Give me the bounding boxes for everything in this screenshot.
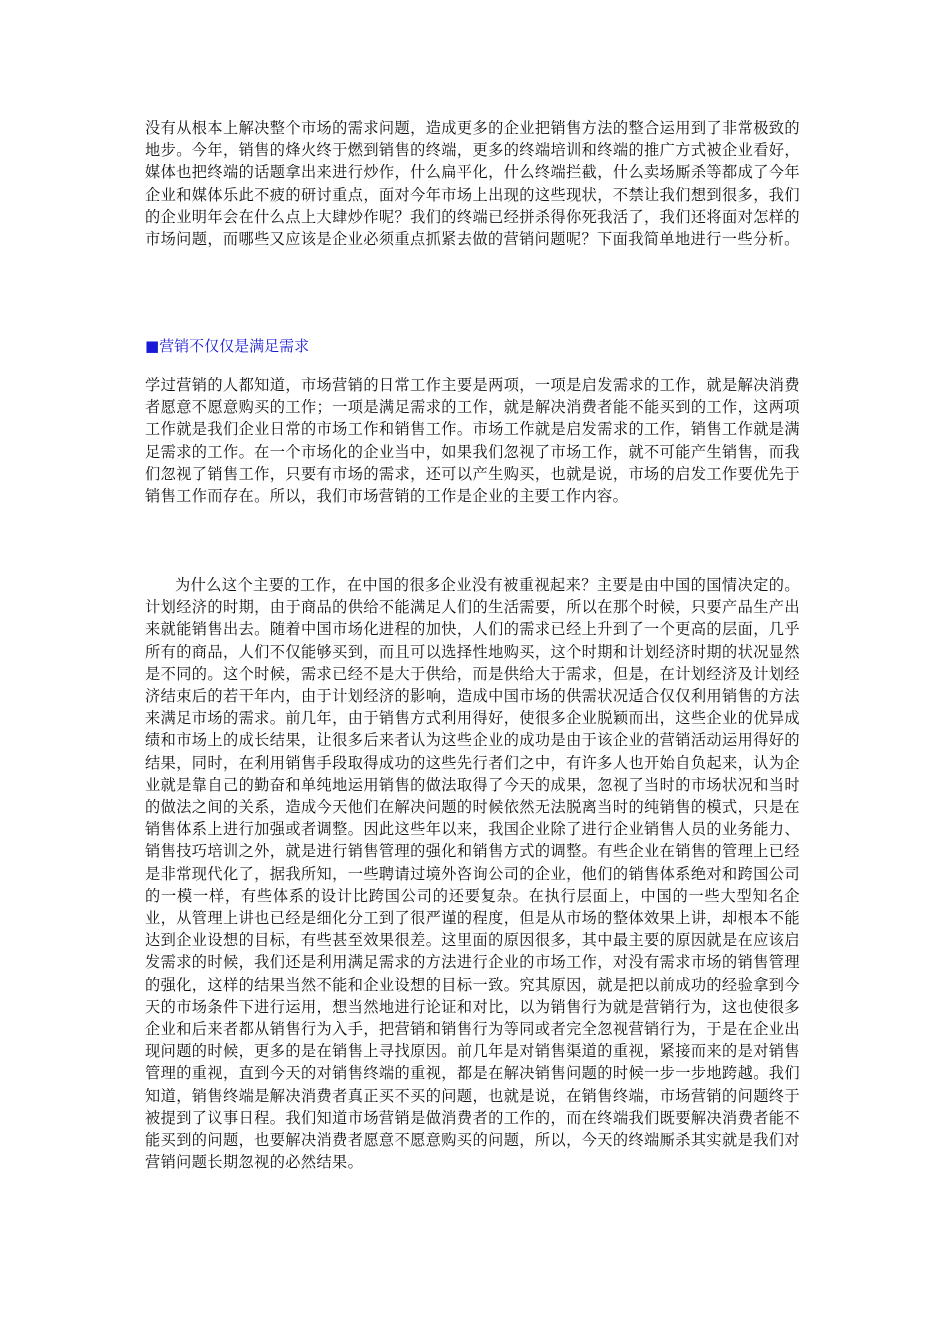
body-paragraph-china-analysis: 为什么这个主要的工作，在中国的很多企业没有被重视起来？主要是由中国的国情决定的。计划经济的时期，由于商品的供给不能满足人们的生活需要，所以在那个时候，只要产品生产出来就能销售出去。随着中国市场化进程的加快，人们的需求已经上升到了一个更高的层面，几乎所有的商品，人们不仅能够买到，而且可以选择性地购买，这个时期和计划经济时期的状况显然是不同的。这个时候，需求已经不是大于供给，而是供给大于需求，但是，在计划经济及计划经济结束后的若干年内，由于计划经济的影响，造成中国市场的供需状况适合仅仅利用销售的方法来满足市场的需求。前几年，由于销售方式利用得好，使很多企业脱颖而出，这些企业的优异成绩和市场上的成长结果，让很多后来者认为这些企业的成功是由于该企业的营销活动运用得好的结果，同时，在利用销售手段取得成功的这些先行者们之中，有许多人也开始自负起来，认为企业就是靠自己的勤奋和单纯地运用销售的做法取得了今天的成果，忽视了当时的市场状况和当时的做法之间的关系，造成今天他们在解决问题的时候依然无法脱离当时的纯销售的模式，只是在销售体系上进行加强或者调整。因此这些年以来，我国企业除了进行企业销售人员的业务能力、销售技巧培训之外，就是进行销售管理的强化和销售方式的调整。有些企业在销售的管理上已经是非常现代化了，据我所知，一些聘请过境外咨询公司的企业，他们的销售体系绝对和跨国公司的一模一样，有些体系的设计比跨国公司的还要复杂。在执行层面上，中国的一些大型知名企业，从管理上讲也已经是细化分工到了很严谨的程度，但是从市场的整体效果上讲，却根本不能达到企业设想的目标，有些甚至效果很差。这里面的原因很多，其中最主要的原因就是在应该启发需求的时候，我们还是利用满足需求的方法进行企业的市场工作，对没有需求市场的销售管理的强化，这样的结果当然不能和企业设想的目标一致。究其原因，就是把以前成功的经验拿到今天的市场条件下进行运用，想当然地进行论证和对比，以为销售行为就是营销行为，这也使很多企业和后来者都从销售行为入手，把营销和销售行为等同或者完全忽视营销行为，于是在企业出现问题的时候，更多的是在销售上寻找原因。前几年是对销售渠道的重视，紧接而来的是对销售管理的重视，直到今天的对销售终端的重视，都是在解决销售问题的时候一步一步地跨越。我们知道，销售终端是解决消费者真正买不买的问题，也就是说，在销售终端，市场营销的问题终于被提到了议事日程。我们知道市场营销是做消费者的工作的，而在终端我们既要解决消费者能不能买到的问题，也要解决消费者愿意不愿意购买的问题，所以，今天的终端厮杀其实就是我们对营销问题长期忽视的必然结果。 bbox=[145, 576, 800, 1172]
body-paragraph-marketing-basics: 学过营销的人都知道，市场营销的日常工作主要是两项，一项是启发需求的工作，就是解决消费者愿意不愿意购买的工作；一项是满足需求的工作，就是解决消费者能不能买到的工作，这两项工作就是我们企业日常的市场工作和销售工作。市场工作就是启发需求的工作，销售工作就是满足需求的工作。在一个市场化的企业当中，如果我们忽视了市场工作，就不可能产生销售，而我们忽视了销售工作，只要有市场的需求，还可以产生购买，也就是说，市场的启发工作要优先于销售工作而存在。所以，我们市场营销的工作是企业的主要工作内容。 bbox=[145, 376, 800, 506]
body-paragraph-intro: 没有从根本上解决整个市场的需求问题，造成更多的企业把销售方法的整合运用到了非常极致的地步。今年，销售的烽火终于燃到销售的终端，更多的终端培训和终端的推广方式被企业看好，媒体也把终端的话题拿出来进行炒作，什么扁平化，什么终端拦截，什么卖场厮杀等都成了今年企业和媒体乐此不疲的研讨重点，面对今年市场上出现的这些现状，不禁让我们想到很多，我们的企业明年会在什么点上大肆炒作呢？我们的终端已经拼杀得你死我活了，我们还将面对怎样的市场问题，而哪些又应该是企业必须重点抓紧去做的营销问题呢？下面我简单地进行一些分析。 bbox=[145, 119, 800, 249]
section-heading: ■营销不仅仅是满足需求 bbox=[145, 337, 310, 355]
